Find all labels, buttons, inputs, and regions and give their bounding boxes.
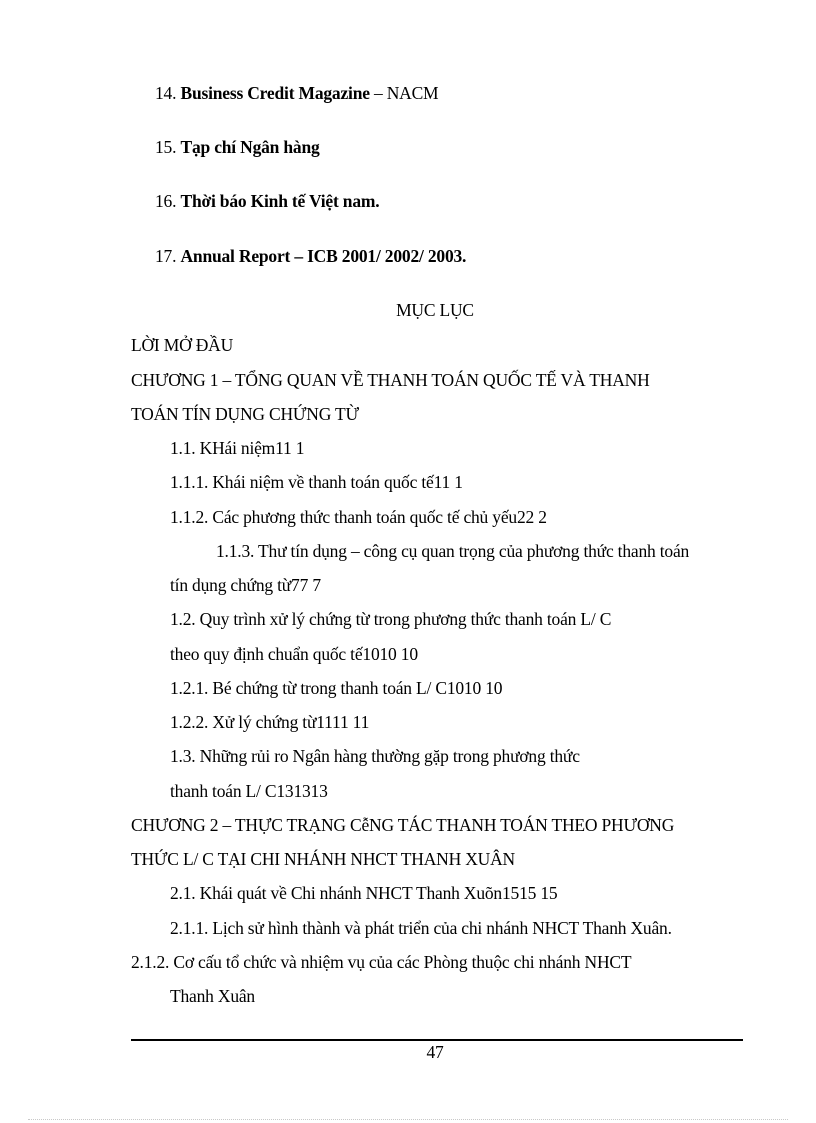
reference-title: Tạp chí Ngân hàng (180, 137, 320, 157)
reference-number: 15. (155, 137, 177, 157)
reference-item (155, 190, 379, 212)
toc-chapter-heading: TOÁN TÍN DỤNG CHỨNG TỪ (131, 404, 359, 424)
toc-entry: 1.1.3. Thư tín dụng – công cụ quan trọng của phương thức thanh toán (216, 541, 690, 561)
toc-entry: Thanh Xuân (170, 986, 255, 1006)
reference-number: 17. (155, 246, 177, 266)
toc-chapter-heading: CHƯƠNG 2 – THỰC TRẠNG CễNG TÁC THANH TOÁN THEO PHƯƠNG (131, 815, 675, 835)
toc-entry: 1.1.1. Khái niệm về thanh toán quốc tế11 1 (170, 472, 463, 492)
toc-entry: 1.2.2. Xử lý chứng từ1111 11 (170, 712, 370, 732)
toc-entry: 2.1. Khái quát về Chi nhánh NHCT Thanh Xuõn1515 15 (170, 883, 558, 903)
page-number: 47 (426, 1042, 444, 1062)
toc-entry: theo quy định chuẩn quốc tế1010 10 (170, 644, 418, 664)
toc-chapter-heading: THỨC L/ C TẠI CHI NHÁNH NHCT THANH XUÂN (131, 849, 515, 869)
toc-entry: 1.3. Những rủi ro Ngân hàng thường gặp trong phương thức (170, 746, 580, 766)
toc-entry: 1.1. KHái niệm11 1 (170, 438, 305, 458)
toc-chapter-heading: CHƯƠNG 1 – TỔNG QUAN VỀ THANH TOÁN QUỐC TẾ VÀ THANH (131, 370, 650, 390)
toc-entry: tín dụng chứng từ77 7 (170, 575, 321, 595)
toc-entry: 1.1.2. Các phương thức thanh toán quốc tế chủ yếu22 2 (170, 507, 547, 527)
reference-item (155, 136, 320, 158)
reference-item (155, 82, 438, 104)
toc-entry: 1.2.1. Bé chứng từ trong thanh toán L/ C1010 10 (170, 678, 503, 698)
toc-entry: 2.1.2. Cơ cấu tổ chức và nhiệm vụ của các Phòng thuộc chi nhánh NHCT (131, 952, 632, 972)
toc-heading-intro: LỜI MỞ ĐẦU (131, 335, 234, 355)
reference-number: 14. (155, 83, 177, 103)
reference-item (155, 245, 466, 267)
reference-title: Business Credit Magazine (180, 83, 370, 103)
toc-entry: 2.1.1. Lịch sử hình thành và phát triển của chi nhánh NHCT Thanh Xuân. (170, 918, 672, 938)
toc-entry: thanh toán L/ C131313 (170, 781, 328, 801)
reference-title: Annual Report – ICB 2001/ 2002/ 2003. (180, 246, 467, 266)
reference-number: 16. (155, 191, 177, 211)
reference-publisher: – NACM (369, 83, 439, 103)
toc-title: MỤC LỤC (396, 300, 474, 320)
reference-title: Thời báo Kinh tế Việt nam. (180, 191, 380, 211)
toc-entry: 1.2. Quy trình xử lý chứng từ trong phương thức thanh toán L/ C (170, 609, 612, 629)
page-bottom-border (28, 1119, 788, 1120)
